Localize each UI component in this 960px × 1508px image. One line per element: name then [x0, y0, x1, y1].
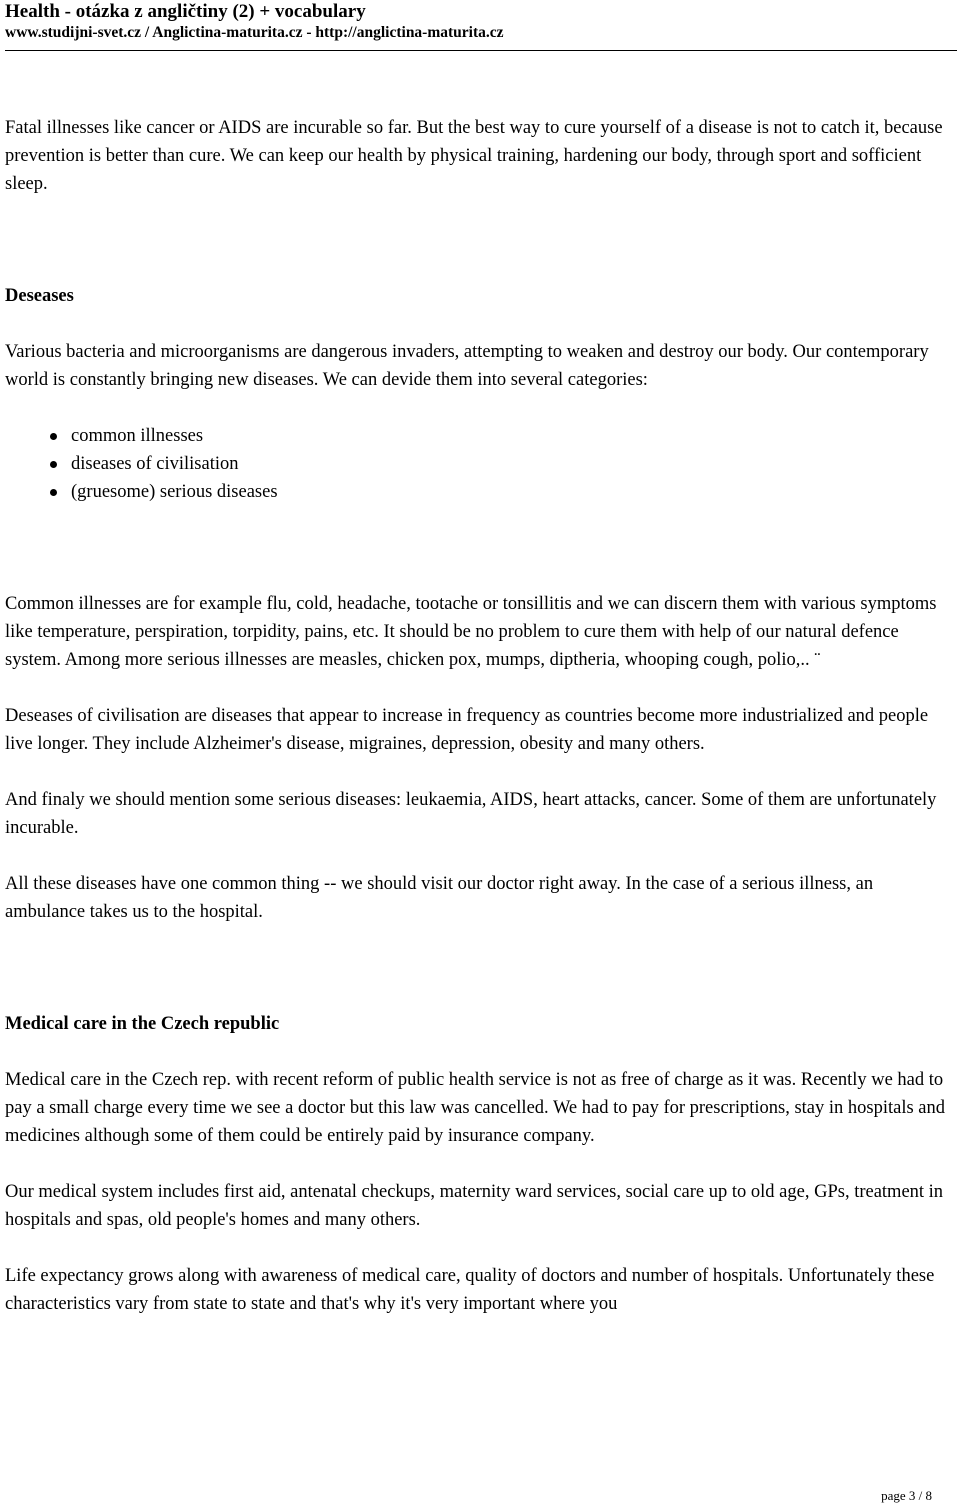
intro-paragraph: Fatal illnesses like cancer or AIDS are incurable so far. But the best way to cure yourself of a disease is not to catch it, because prevention is better than cure. We can keep our health by physical training, hardening our body, through sport and sofficient sleep.: [5, 118, 943, 194]
list-item: [71, 478, 957, 506]
document-title: Health - otázka z angličtiny (2) + vocabulary: [5, 1, 366, 22]
bullet-icon: [50, 461, 57, 468]
list-item-label: diseases of civilisation: [71, 454, 239, 474]
common-illnesses-paragraph: Common illnesses are for example flu, cold, headache, tootache or tonsillitis and we can discern them with various symptoms like temperature, perspiration, torpidity, pains, etc. It should be no problem to cure them with help of our natural defence system. Among more serious illnesses are measles, chicken pox, mumps, diptheria, whooping cough, polio,.. ¨: [5, 594, 937, 670]
bullet-icon: [50, 433, 57, 440]
doctor-paragraph: All these diseases have one common thing -- we should visit our doctor right away. In the case of a serious illness, an ambulance takes us to the hospital.: [5, 874, 874, 922]
page-header: [5, 0, 955, 43]
page-number: page 3 / 8: [881, 1488, 932, 1503]
section-heading-medical-care: Medical care in the Czech republic: [5, 1014, 280, 1034]
medical-care-paragraph-2: Our medical system includes first aid, antenatal checkups, maternity ward services, social care up to old age, GPs, treatment in hospitals and spas, old people's homes and many others.: [5, 1182, 944, 1230]
section-heading-deseases: Deseases: [5, 286, 74, 306]
bullet-icon: [50, 489, 57, 496]
medical-care-paragraph-1: Medical care in the Czech rep. with recent reform of public health service is not as free of charge as it was. Recently we had to pay a small charge every time we see a doctor but this law was cancelled. We had to pay for prescriptions, stay in hospitals and medicines although some of them could be entirely paid by insurance company.: [5, 1070, 946, 1146]
medical-care-paragraph-3: Life expectancy grows along with awareness of medical care, quality of doctors and number of hospitals. Unfortunately these characteristics vary from state to state and that's why it's very important where you: [5, 1266, 935, 1314]
serious-diseases-paragraph: And finaly we should mention some serious diseases: leukaemia, AIDS, heart attacks, cancer. Some of them are unfortunately incurable.: [5, 790, 937, 838]
list-item-label: common illnesses: [71, 426, 204, 446]
deseases-intro-paragraph: Various bacteria and microorganisms are dangerous invaders, attempting to weaken and destroy our body. Our contemporary world is constantly bringing new diseases. We can devide them into several categories:: [5, 342, 929, 390]
list-item: [71, 450, 957, 478]
header-divider: [5, 50, 957, 51]
list-item: [71, 422, 957, 450]
document-body: [5, 114, 957, 1318]
civilisation-paragraph: Deseases of civilisation are diseases that appear to increase in frequency as countries become more industrialized and people live longer. They include Alzheimer's disease, migraines, depression, obesity and many others.: [5, 706, 929, 754]
source-url: www.studijni-svet.cz / Anglictina-maturita.cz - http://anglictina-maturita.cz: [5, 24, 504, 41]
categories-list: [5, 422, 957, 506]
list-item-label: (gruesome) serious diseases: [71, 482, 278, 502]
